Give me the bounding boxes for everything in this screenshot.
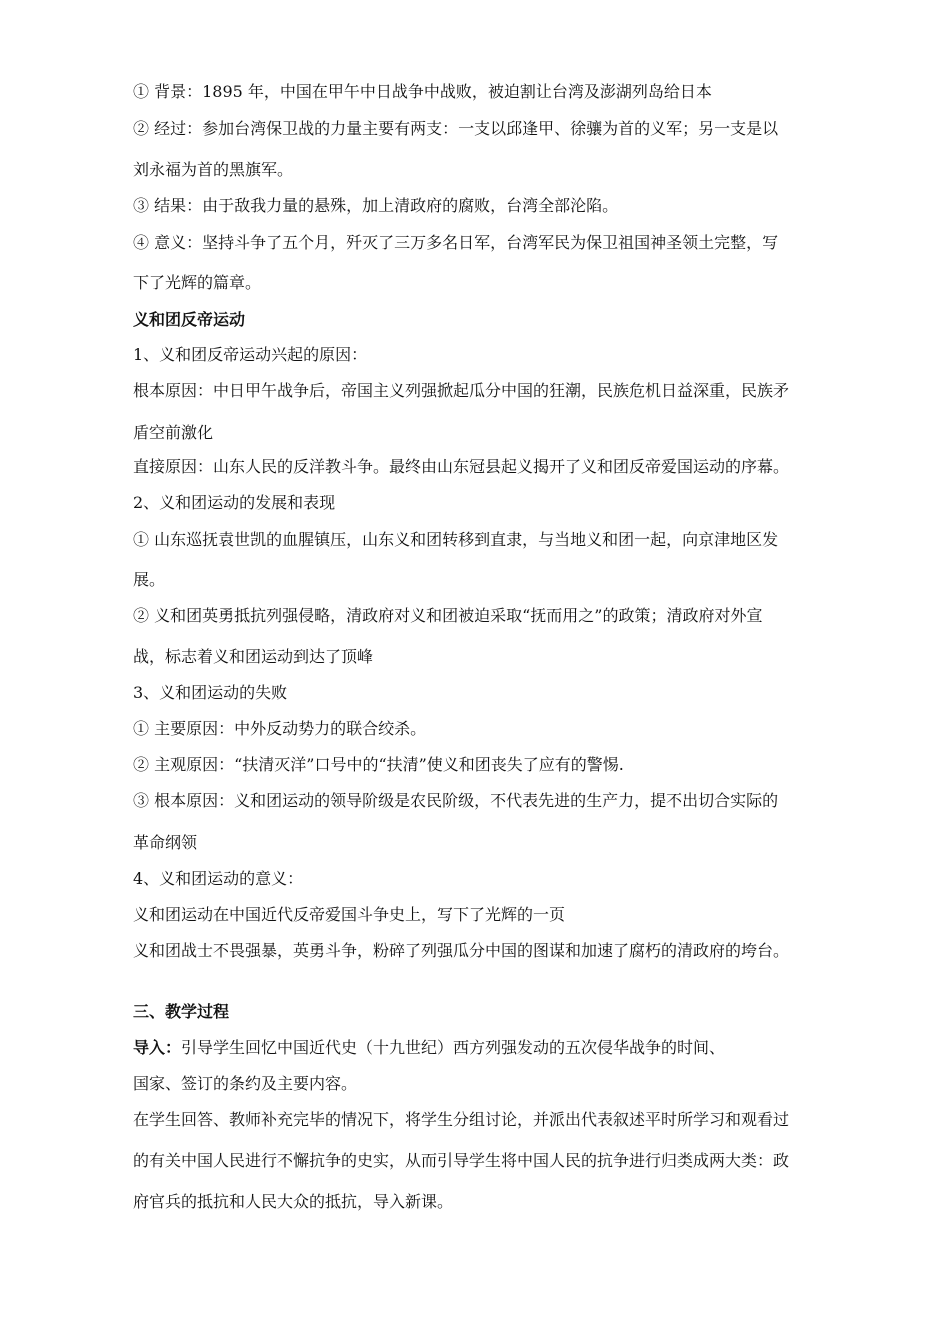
boxer-section3-line2: ② 主观原因：“扶清灭洋”口号中的“扶清”使义和团丧失了应有的警惕. — [133, 755, 624, 774]
teaching-paragraph-line3: 府官兵的抵抗和人民大众的抵抗，导入新课。 — [133, 1192, 454, 1211]
boxer-section1-line3: 直接原因：山东人民的反洋教斗争。最终由山东冠县起义揭开了义和团反帝爱国运动的序幕。 — [133, 457, 790, 476]
taiwan-process-line2: 刘永福为首的黑旗军。 — [133, 160, 294, 179]
teaching-paragraph-line2: 的有关中国人民进行不懈抗争的史实，从而引导学生将中国人民的抗争进行归类成两大类：政 — [133, 1151, 790, 1170]
boxer-section2-line4: 战，标志着义和团运动到达了顶峰 — [133, 647, 374, 666]
boxer-section3-title: 3、义和团运动的失败 — [133, 683, 288, 702]
taiwan-process-line1: ② 经过：参加台湾保卫战的力量主要有两支：一支以邱逢甲、徐骧为首的义军；另一支是以 — [133, 119, 779, 138]
boxer-section1-line1: 根本原因：中日甲午战争后，帝国主义列强掀起瓜分中国的狂潮，民族危机日益深重，民族矛 — [133, 381, 790, 400]
boxer-section1-title: 1、义和团反帝运动兴起的原因： — [133, 345, 368, 364]
boxer-section3-line4: 革命纲领 — [133, 833, 198, 852]
boxer-section4-line2: 义和团战士不畏强暴，英勇斗争，粉碎了列强瓜分中国的图谋和加速了腐朽的清政府的垮台。 — [133, 941, 790, 960]
taiwan-significance-line1: ④ 意义：坚持斗争了五个月，歼灭了三万多名日军，台湾军民为保卫祖国神圣领土完整，写 — [133, 233, 779, 252]
taiwan-significance-line2: 下了光辉的篇章。 — [133, 273, 262, 292]
intro-label: 导入： — [133, 1038, 182, 1057]
teaching-intro-line2: 国家、签订的条约及主要内容。 — [133, 1074, 358, 1093]
boxer-section2-line2: 展。 — [133, 570, 166, 589]
teaching-intro-line1 — [133, 1038, 725, 1058]
boxer-heading: 义和团反帝运动 — [133, 310, 246, 329]
boxer-section2-line3: ② 义和团英勇抵抗列强侵略，清政府对义和团被迫采取“抚而用之”的政策；清政府对外宣 — [133, 606, 763, 625]
boxer-section3-line1: ① 主要原因：中外反动势力的联合绞杀。 — [133, 719, 427, 738]
intro-text: 引导学生回忆中国近代史（十九世纪）西方列强发动的五次侵华战争的时间、 — [181, 1038, 726, 1057]
taiwan-result: ③ 结果：由于敌我力量的悬殊，加上清政府的腐败，台湾全部沦陷。 — [133, 196, 619, 215]
boxer-section2-line1: ① 山东巡抚袁世凯的血腥镇压，山东义和团转移到直隶，与当地义和团一起，向京津地区发 — [133, 530, 779, 549]
boxer-section1-line2: 盾空前激化 — [133, 423, 214, 442]
teaching-paragraph-line1: 在学生回答、教师补充完毕的情况下，将学生分组讨论，并派出代表叙述平时所学习和观看过 — [133, 1110, 790, 1129]
taiwan-background: ① 背景：1895 年，中国在甲午中日战争中战败，被迫割让台湾及澎湖列岛给日本 — [133, 82, 712, 101]
boxer-section2-title: 2、义和团运动的发展和表现 — [133, 493, 336, 512]
boxer-section4-title: 4、义和团运动的意义： — [133, 869, 304, 888]
boxer-section4-line1: 义和团运动在中国近代反帝爱国斗争史上，写下了光辉的一页 — [133, 905, 566, 924]
boxer-section3-line3: ③ 根本原因：义和团运动的领导阶级是农民阶级，不代表先进的生产力，提不出切合实际的 — [133, 791, 779, 810]
teaching-heading: 三、教学过程 — [133, 1002, 230, 1021]
